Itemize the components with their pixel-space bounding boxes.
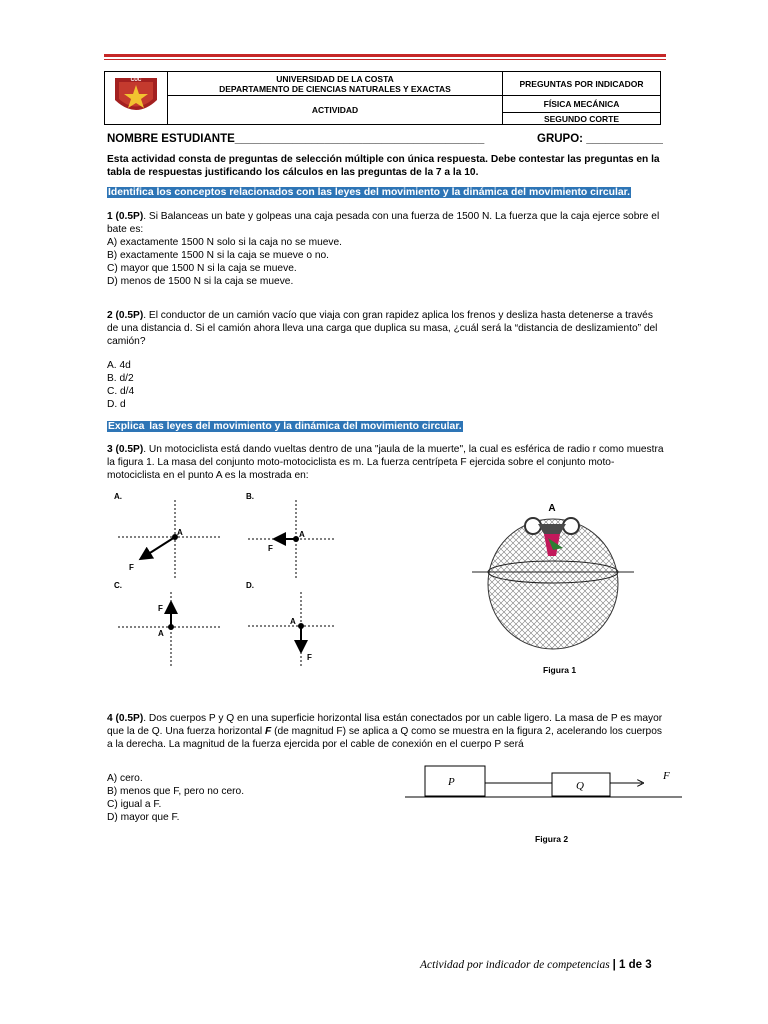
indicator-2-text: las leyes del movimiento y la dinámica del movimiento circular. — [146, 421, 462, 432]
block-p — [425, 766, 485, 796]
question-4-option-a: A) cero. — [107, 773, 143, 784]
header-rule-thin — [104, 59, 666, 60]
indicator-1-text: Identifica los conceptos relacionados con las leyes del movimiento y la dinámica del movimiento circular. — [108, 187, 631, 198]
panel-b-force: F — [268, 544, 273, 553]
header-rule-thick — [104, 54, 666, 57]
logo-cell — [105, 72, 168, 125]
question-4-force-symbol: F — [265, 726, 272, 737]
panel-b-label: B. — [246, 492, 254, 501]
panel-c-point: A — [158, 629, 164, 638]
question-3-number: 3 (0.5P) — [107, 444, 144, 455]
student-name-field[interactable]: NOMBRE ESTUDIANTE_______________________________________ — [107, 133, 485, 145]
question-3-text: . Un motociclista está dando vueltas dentro de una "jaula de la muerte", la cual es esférica de radio r como muestra la figura 1. La masa del conjunto moto-motociclista es m. La fuerza centrípeta F ejercida sobre el conjunto moto-motociclista en el punto A es la mostrada en: — [107, 444, 664, 481]
group-field[interactable]: GRUPO: ____________ — [537, 133, 663, 145]
force-f-label: F — [663, 770, 670, 782]
question-2-option-b: B. d/2 — [107, 373, 134, 384]
department-name: DEPARTAMENTO DE CIENCIAS NATURALES Y EXACTAS — [219, 83, 451, 94]
force-options-diagram — [110, 488, 340, 668]
question-4 — [107, 712, 667, 751]
question-4-option-b: B) menos que F, pero no cero. — [107, 786, 245, 797]
question-4-text-b: (de magnitud F) se aplica a Q como se muestra en la figura 2, acelerando los cuerpos a la derecha. La magnitud de la fuerza ejercida por el cable de conexión en el cuerpo P será — [107, 726, 662, 750]
question-4-option-c: C) igual a F. — [107, 799, 162, 810]
panel-b-point: A — [299, 530, 305, 539]
panel-c-label: C. — [114, 581, 122, 590]
question-2 — [107, 309, 667, 348]
question-1-text: . Si Balanceas un bate y golpeas una caja pesada con una fuerza de 1500 N. La fuerza que la caja ejerce sobre el bate es: — [107, 211, 660, 235]
question-2-option-a: A. 4d — [107, 360, 131, 371]
panel-a-force: F — [129, 563, 134, 572]
question-4-number: 4 (0.5P) — [107, 713, 144, 724]
panel-a-label: A. — [114, 492, 122, 501]
activity-label: ACTIVIDAD — [168, 96, 503, 125]
question-2-option-c: C. d/4 — [107, 386, 135, 397]
question-1-option-d: D) menos de 1500 N si la caja se mueve. — [107, 276, 294, 287]
figure-2-blocks — [400, 760, 690, 804]
figure-1-caption: Figura 1 — [543, 665, 577, 675]
panel-d-label: D. — [246, 581, 254, 590]
question-1-option-a: A) exactamente 1500 N solo si la caja no se mueve. — [107, 237, 343, 248]
header-table — [104, 71, 661, 125]
question-1 — [107, 210, 667, 236]
university-department-cell — [168, 72, 503, 96]
figure-1-point-a: A — [548, 503, 556, 514]
panel-a-point: A — [177, 528, 183, 537]
university-logo — [107, 72, 165, 122]
page-footer — [420, 959, 652, 971]
figure-1-sphere-cage — [468, 498, 638, 658]
panel-c-force: F — [158, 604, 163, 613]
indicator-2 — [107, 420, 667, 433]
indicator-2-verb: Explica — [108, 421, 145, 432]
subject-label: FÍSICA MECÁNICA — [503, 96, 661, 113]
university-name: UNIVERSIDAD DE LA COSTA — [276, 73, 394, 84]
question-3 — [107, 443, 667, 482]
question-2-text: . El conductor de un camión vacío que viaja con gran rapidez aplica los frenos y desliza hasta detenerse a través de una distancia d. Si el camión ahora lleva una carga que duplica su masa, ¿cuál será la “distancia de deslizamiento” del camión? — [107, 310, 658, 347]
panel-d-point: A — [290, 617, 296, 626]
question-4-option-d: D) mayor que F. — [107, 812, 180, 823]
figure-2-caption: Figura 2 — [535, 834, 569, 844]
question-2-option-d: D. d — [107, 399, 126, 410]
question-1-option-c: C) mayor que 1500 N si la caja se mueve. — [107, 263, 297, 274]
question-2-number: 2 (0.5P) — [107, 310, 144, 321]
term-label: SEGUNDO CORTE — [503, 113, 661, 125]
question-1-option-b: B) exactamente 1500 N si la caja se mueve o no. — [107, 250, 329, 261]
instructions: Esta actividad consta de preguntas de selección múltiple con única respuesta. Debe contestar las preguntas en la tabla de respuestas justificando los cálculos en las preguntas de la 7 a la 10. — [107, 154, 660, 178]
footer-text: Actividad por indicador de competencias — [420, 959, 610, 971]
question-4-text-a: . Dos cuerpos P y Q en una superficie horizontal lisa están conectados por un cable ligero. La masa de P es mayor que la de Q. Una fuerza horizontal — [107, 713, 663, 737]
questions-by-indicator: PREGUNTAS POR INDICADOR — [503, 72, 661, 96]
indicator-1 — [107, 186, 667, 199]
panel-d-force: F — [307, 653, 312, 662]
question-1-number: 1 (0.5P) — [107, 211, 144, 222]
svg-text:CUC: CUC — [130, 77, 142, 83]
block-q-label: Q — [576, 780, 584, 792]
block-p-label: P — [448, 776, 455, 788]
page-number: | 1 de 3 — [612, 959, 652, 971]
